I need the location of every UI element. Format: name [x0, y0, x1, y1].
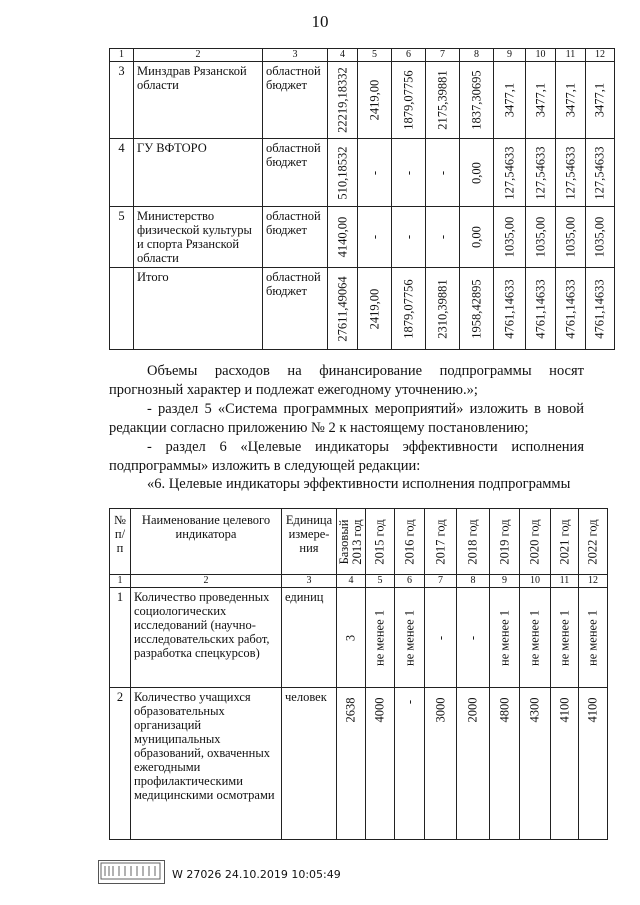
table-row: 2 Количество учащихся образовательных организаций муниципальных образований, охваченных ежегодными профилактическими медицинскими осмотрами человек 2638 4000 - 3000 2000 4800 4300 4100 4100 [110, 688, 608, 840]
paragraph-section5: - раздел 5 «Система программных мероприятий» изложить в новой редакции согласно приложению № 2 к настоящему постановлению; [109, 401, 584, 436]
table-row: 1 Количество проведенных социологических исследований (научно-исследовательских работ, разработка спецкурсов) единиц 3 не менее 1 не менее 1 - - не менее 1 не менее 1 не менее 1 не менее 1 [110, 588, 608, 688]
stamp-barcode-icon [99, 861, 162, 881]
expenses-table [109, 48, 615, 350]
table-row-total: Итого областной бюджет 27611,49064 2419,00 1879,07756 2310,39881 1958,42895 4761,14633 4761,14633 4761,14633 4761,14633 [110, 268, 615, 350]
indicators-table [109, 508, 608, 840]
registration-stamp [98, 860, 165, 884]
header-row: № п/п Наименование целевого индикатора Единица измере-ния Базовый 2013 год 2015 год 2016 год 2017 год 2018 год 2019 год 2020 год 2021 год 2022 год [110, 509, 608, 575]
page-number: 10 [311, 12, 329, 31]
table-row: 5 Министерство физической культуры и спорта Рязанской области областной бюджет 4140,00 - - - 0,00 1035,00 1035,00 1035,00 1035,00 [110, 207, 615, 268]
table-row: 4 ГУ ВФТОРО областной бюджет 510,18532 - - - 0,00 127,54633 127,54633 127,54633 127,54633 [110, 139, 615, 207]
section-heading: «6. Целевые индикаторы эффективности исполнения подпрограммы [147, 476, 571, 492]
table-row: 3 Минздрав Рязанской области областной бюджет 22219,18332 2419,00 1879,07756 2175,39881 1837,30695 3477,1 3477,1 3477,1 3477,1 [110, 62, 615, 139]
paragraph-section6: - раздел 6 «Целевые индикаторы эффективности исполнения подпрограммы» изложить в следующей редакции: [109, 439, 584, 474]
column-numbers-row: 1 2 3 4 5 6 7 8 9 10 11 12 [110, 575, 608, 588]
paragraph-expenses-note: Объемы расходов на финансирование подпрограммы носят прогнозный характер и подлежат ежегодному уточнению.»; [109, 363, 584, 398]
footer-registration: W 27026 24.10.2019 10:05:49 [172, 868, 341, 881]
column-numbers-row: 1 2 3 4 5 6 7 8 9 10 11 12 [110, 49, 615, 62]
